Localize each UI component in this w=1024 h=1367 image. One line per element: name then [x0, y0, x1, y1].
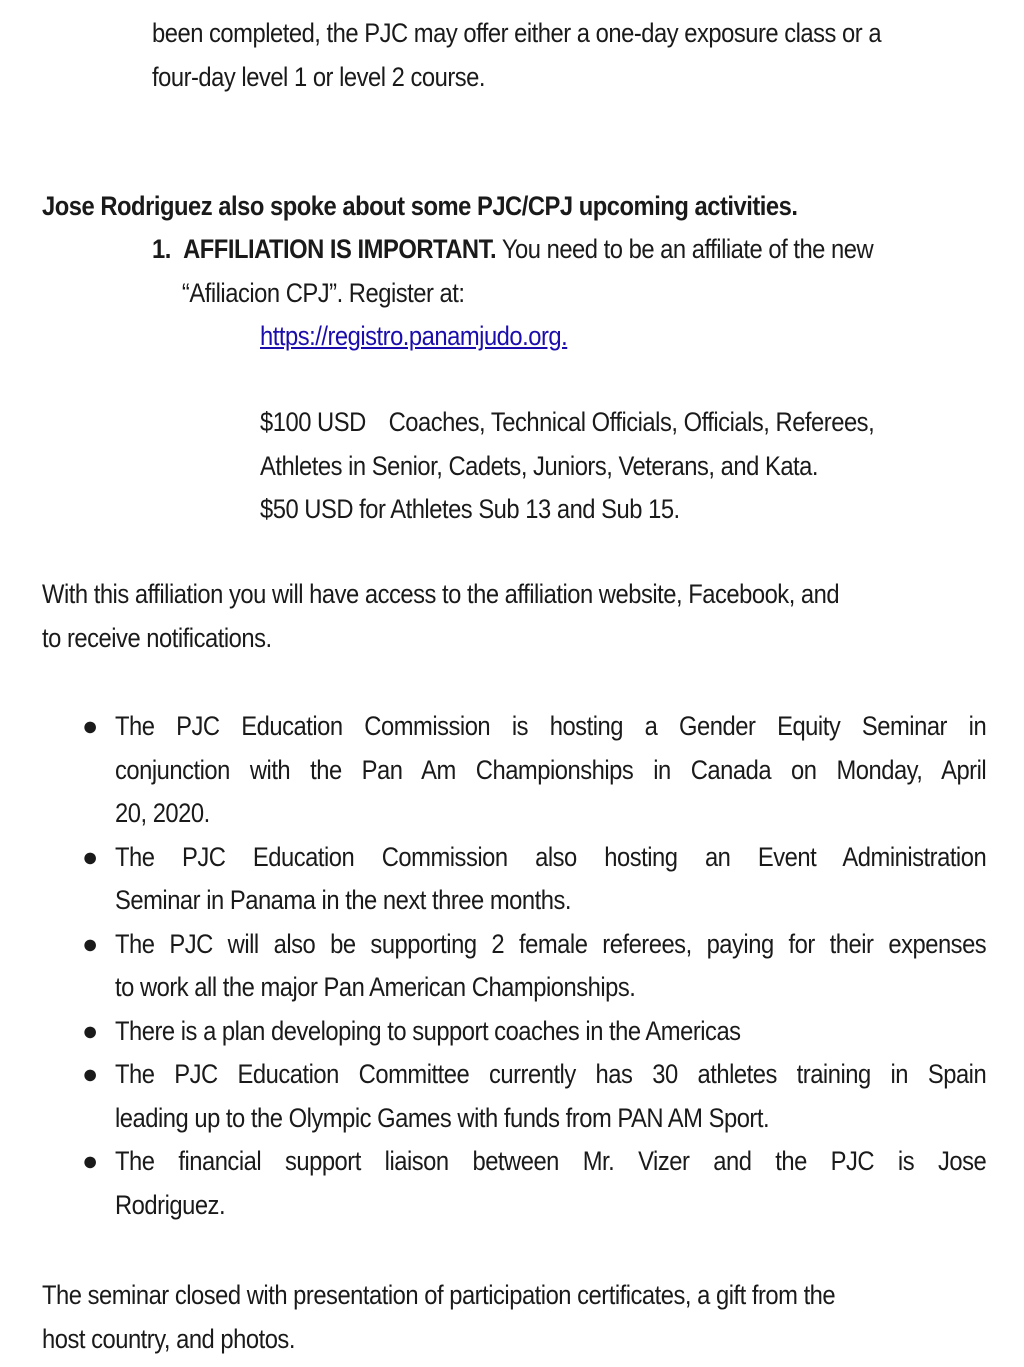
affiliation-line-2: “Afiliacion CPJ”. Register at: [181, 277, 465, 308]
closing-paragraph [42, 1274, 835, 1361]
bullet-line: leading up to the Olympic Games with funds from PAN AM Sport. [115, 1102, 770, 1133]
bullet-line: The PJC Education Commission also hosting an Event Administration [115, 841, 987, 872]
fee1-desc-line-1: Coaches, Technical Officials, Officials, Referees, [388, 407, 875, 437]
intro-line-2: four-day level 1 or level 2 course. [152, 61, 486, 92]
bullet-line: 20, 2020. [115, 798, 210, 828]
section-heading: Jose Rodriguez also spoke about some PJC/CPJ upcoming activities. [42, 191, 798, 221]
bullet-line: Rodriguez. [115, 1189, 226, 1220]
affiliation-bold-text: AFFILIATION IS IMPORTANT. [183, 234, 497, 264]
list-item [0, 1010, 1024, 1054]
fee-line-1 [260, 401, 874, 445]
intro-paragraph [152, 12, 881, 99]
bullet-icon: ● [82, 711, 99, 741]
closing-line-2: host country, and photos. [42, 1323, 295, 1354]
list-item [0, 1140, 1024, 1227]
closing-line-1: The seminar closed with presentation of participation certificates, a gift from the [42, 1280, 836, 1310]
bullet-line: conjunction with the Pan Am Championships in Canada on Monday, April [115, 754, 987, 785]
fee-line-2: $50 USD for Athletes Sub 13 and Sub 15. [260, 494, 680, 524]
list-item [0, 836, 1024, 923]
bullet-line: The PJC Education Committee currently has 30 athletes training in Spain [115, 1059, 987, 1089]
bullet-icon: ● [82, 841, 99, 872]
bullet-line: Seminar in Panama in the next three months. [115, 885, 571, 915]
intro-line-1: been completed, the PJC may offer either a one-day exposure class or a [152, 18, 882, 48]
fees-block [260, 401, 874, 532]
affiliation-line-1 [152, 228, 873, 272]
bullet-icon: ● [82, 1015, 99, 1046]
access-paragraph [42, 573, 839, 660]
list-item [0, 923, 1024, 1010]
bullet-line: There is a plan developing to support coaches in the Americas [115, 1015, 741, 1046]
access-line-2: to receive notifications. [42, 622, 272, 653]
fee1-desc-line-2: Athletes in Senior, Cadets, Juniors, Veterans, and Kata. [260, 450, 819, 481]
list-item [0, 705, 1024, 836]
registration-link[interactable]: https://registro.panamjudo.org. [260, 321, 568, 351]
bullet-line: The financial support liaison between Mr. Vizer and the PJC is Jose [115, 1146, 987, 1176]
affiliation-item [152, 228, 873, 315]
bullet-line: The PJC will also be supporting 2 female referees, paying for their expenses [115, 928, 987, 959]
bullet-line: to work all the major Pan American Championships. [115, 972, 636, 1002]
bullet-line: The PJC Education Commission is hosting a Gender Equity Seminar in [115, 711, 987, 741]
bullet-icon: ● [82, 1059, 99, 1089]
fee1-amount: $100 USD [260, 407, 366, 437]
list-item [0, 1053, 1024, 1140]
access-line-1: With this affiliation you will have access to the affiliation website, Facebook, and [42, 579, 840, 609]
item-number: 1. [152, 234, 171, 264]
bullet-icon: ● [82, 928, 99, 959]
affiliation-text: You need to be an affiliate of the new [496, 234, 874, 264]
bullet-icon: ● [82, 1146, 99, 1176]
bullet-list [0, 705, 1024, 1227]
